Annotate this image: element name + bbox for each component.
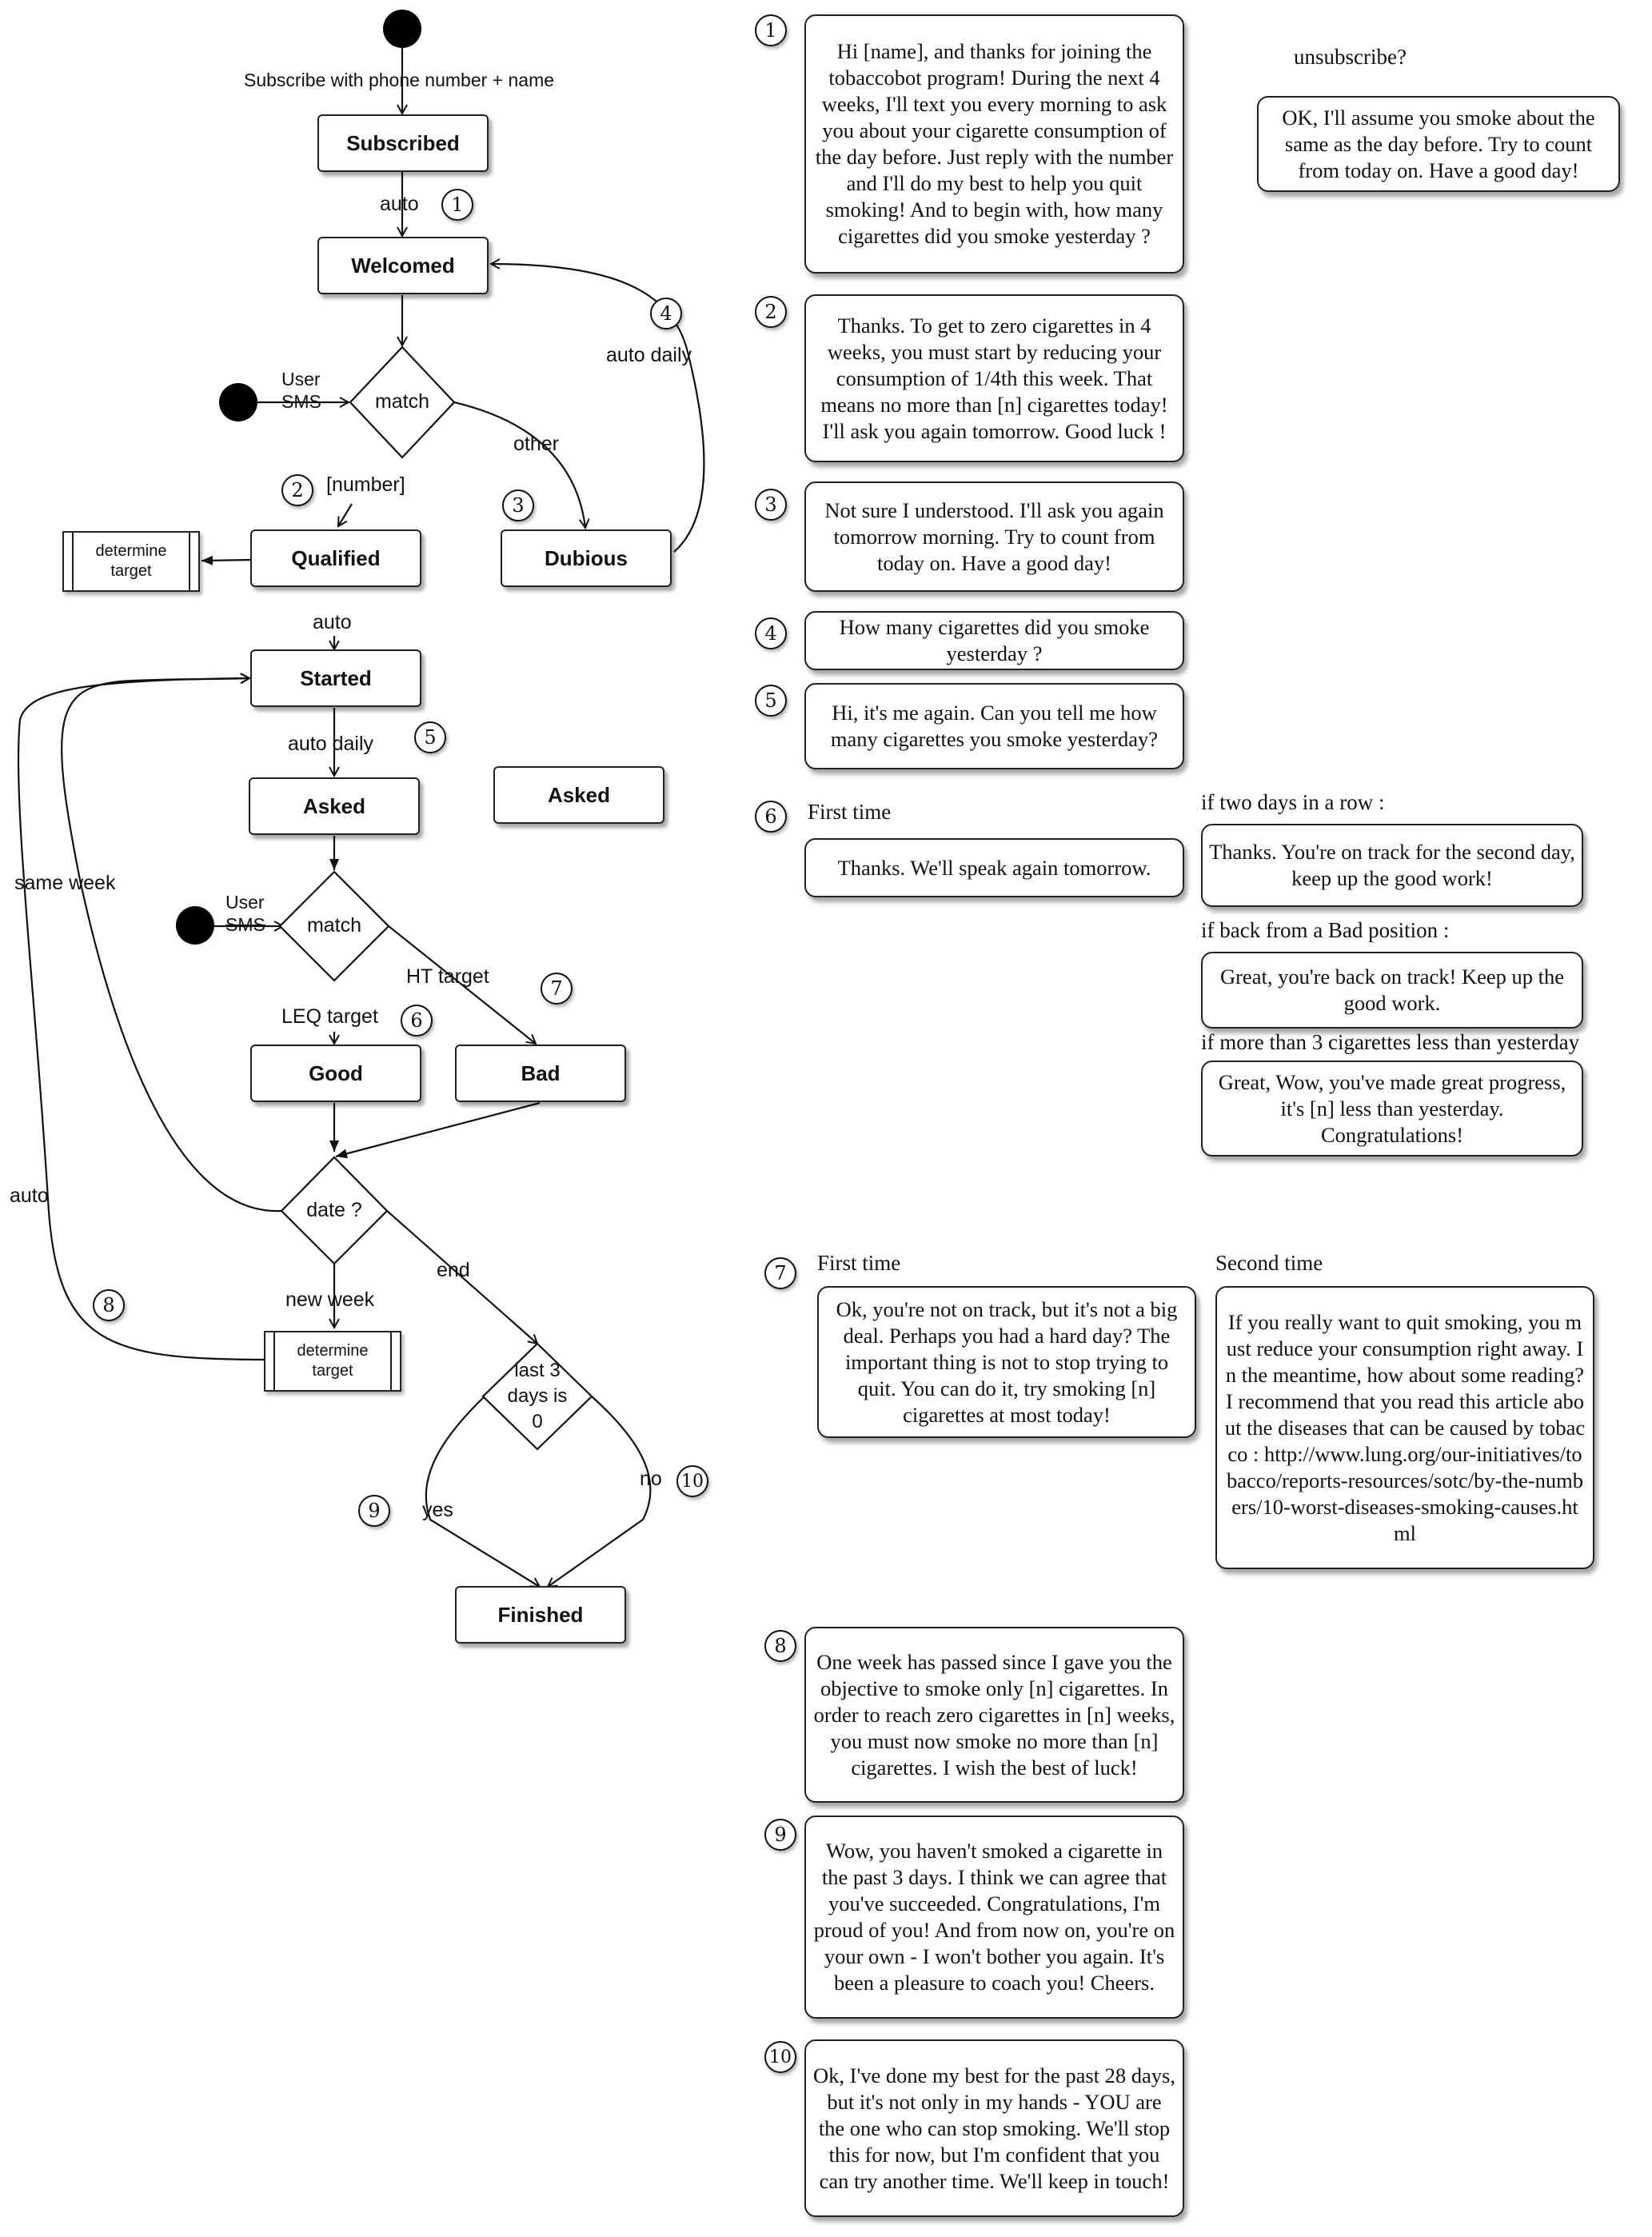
diagram-marker-5: 5 — [414, 721, 446, 753]
message-marker-10: 10 — [764, 2041, 796, 2073]
process-text: target — [110, 562, 152, 580]
diagram-marker-10: 10 — [676, 1465, 708, 1497]
decision-date-label: date ? — [306, 1199, 362, 1221]
message-marker-1: 1 — [755, 14, 787, 46]
message-marker-8: 8 — [764, 1630, 796, 1662]
decision-text: last 3 — [514, 1360, 561, 1381]
decision-match-1-label: match — [374, 390, 430, 413]
message-7-caption-second: Second time — [1215, 1251, 1323, 1275]
unsubscribe-caption: unsubscribe? — [1294, 45, 1407, 69]
edge-bad-date — [336, 1103, 540, 1156]
decision-last-3-label — [497, 1358, 577, 1435]
message-9: Wow, you haven't smoked a cigarette in the past 3 days. I think we can agree that you've succeeded. Congratulations, I'm proud of you! And from now on, you're on your own - I won't bother you again. It's been a pleasure to coach you! Cheers. — [804, 1816, 1184, 2019]
process-text: determine — [95, 542, 167, 560]
message-6-back: Great, you're back on track! Keep up the good work. — [1201, 952, 1583, 1029]
state-asked-alt: Asked — [493, 766, 664, 824]
label-number: [number] — [326, 473, 405, 496]
label-no: no — [640, 1468, 662, 1490]
decision-text: days is — [507, 1385, 568, 1407]
diagram-marker-6: 6 — [401, 1005, 433, 1037]
edge-date-started-same-week — [62, 678, 281, 1211]
diagram-marker-9: 9 — [358, 1495, 390, 1527]
message-6-more3: Great, Wow, you've made great progress, it's [n] less than yesterday. Congratulations! — [1201, 1061, 1583, 1156]
message-marker-6: 6 — [755, 801, 787, 833]
label-auto-2: auto — [313, 611, 352, 633]
state-qualified: Qualified — [250, 529, 421, 587]
label-auto-daily-4: auto daily — [606, 344, 692, 366]
state-bad: Bad — [455, 1045, 626, 1102]
label-user-2: User — [225, 892, 265, 913]
label-leq-target: LEQ target — [281, 1005, 378, 1028]
label-sms-2: SMS — [225, 914, 265, 935]
state-dubious: Dubious — [501, 529, 672, 587]
label-user-1: User — [281, 369, 321, 389]
message-3: Not sure I understood. I'll ask you again tomorrow morning. Try to count from today on. Have a good day! — [804, 481, 1184, 592]
label-sms-1: SMS — [281, 391, 321, 412]
state-started: Started — [250, 649, 421, 707]
state-subscribed: Subscribed — [317, 114, 489, 172]
label-ht-target: HT target — [406, 965, 489, 988]
label-new-week: new week — [285, 1288, 375, 1311]
user-sms-node-1 — [219, 383, 257, 421]
message-6-caption-more3: if more than 3 cigarettes less than yesterday — [1201, 1030, 1580, 1054]
message-2: Thanks. To get to zero cigarettes in 4 weeks, you must start by reducing your consumption of 1/4th this week. That means no more than [n] cigarettes today! I'll ask you again tomorrow. Good luck ! — [804, 294, 1184, 462]
message-marker-2: 2 — [755, 296, 787, 328]
message-6-caption-two-days: if two days in a row : — [1201, 790, 1385, 814]
label-auto-3: auto — [10, 1184, 49, 1207]
diagram-marker-7: 7 — [541, 973, 573, 1005]
decision-match-2-label: match — [306, 914, 362, 937]
diagram-marker-4: 4 — [650, 298, 682, 330]
diagram-marker-1: 1 — [441, 189, 473, 221]
message-7-second: If you really want to quit smoking, you must reduce your consumption right away. In the meantime, how about some reading? I recommend that you read this article about the diseases that can be caused by tobacco : http://www.lung.org/our-initiatives/tobacco/reports-resources/sotc/by-the-numbers/10-worst-diseases-smoking-causes.html — [1215, 1286, 1594, 1569]
state-welcomed: Welcomed — [317, 237, 489, 294]
diagram-marker-2: 2 — [281, 474, 313, 506]
message-5: Hi, it's me again. Can you tell me how many cigarettes you smoke yesterday? — [804, 683, 1184, 769]
process-text: target — [312, 1362, 353, 1380]
label-yes: yes — [422, 1499, 453, 1521]
message-4: How many cigarettes did you smoke yesterday ? — [804, 611, 1184, 670]
edge-determine2-started — [18, 678, 265, 1360]
message-7-first: Ok, you're not on track, but it's not a big deal. Perhaps you had a hard day? The important thing is not to stop trying to quit. You can do it, try smoking [n] cigarettes at most today! — [817, 1286, 1196, 1438]
subscribe-label: Subscribe with phone number + name — [244, 70, 555, 90]
message-6-two-days: Thanks. You're on track for the second day, keep up the good work! — [1201, 824, 1583, 907]
user-sms-node-2 — [176, 906, 214, 945]
message-6-caption: First time — [808, 800, 892, 824]
message-6: Thanks. We'll speak again tomorrow. — [804, 838, 1184, 897]
message-marker-5: 5 — [755, 685, 787, 717]
message-marker-9: 9 — [764, 1819, 796, 1851]
edge-qualified-determine — [202, 560, 250, 561]
message-10: Ok, I've done my best for the past 28 days, but it's not only in my hands - YOU are the one who can stop smoking. We'll stop this for now, but I'm confident that you can try another time. We'll keep in touch! — [804, 2039, 1184, 2217]
diagram-marker-3: 3 — [502, 489, 534, 521]
message-7-caption-first: First time — [817, 1251, 901, 1275]
state-finished: Finished — [455, 1586, 626, 1644]
diagram-marker-8: 8 — [93, 1289, 125, 1321]
decision-text: 0 — [532, 1411, 543, 1432]
message-marker-3: 3 — [755, 489, 787, 521]
state-asked: Asked — [249, 777, 420, 835]
label-same-week: same week — [14, 872, 116, 894]
initial-node — [383, 10, 421, 48]
label-end: end — [437, 1259, 470, 1281]
label-auto-daily-5: auto daily — [288, 733, 374, 755]
message-6-caption-back: if back from a Bad position : — [1201, 918, 1450, 942]
label-auto-1: auto — [380, 193, 419, 215]
message-marker-4: 4 — [755, 617, 787, 649]
message-8: One week has passed since I gave you the objective to smoke only [n] cigarettes. In order to reach zero cigarettes in [n] weeks, you must now smoke no more than [n] cigarettes. I wish the best of luck! — [804, 1627, 1184, 1803]
state-good: Good — [250, 1045, 421, 1102]
process-determine-target-2 — [264, 1331, 401, 1392]
process-determine-target-1 — [62, 531, 200, 592]
message-1: Hi [name], and thanks for joining the tobaccobot program! During the next 4 weeks, I'll text you every morning to ask you about your cigarette consumption of the day before. Just reply with the number and I'll do my best to help you quit smoking! And to begin with, how many cigarettes did you smoke yesterday ? — [804, 14, 1184, 274]
message-marker-7: 7 — [764, 1257, 796, 1289]
message-unsubscribe: OK, I'll assume you smoke about the same as the day before. Try to count from today on. Have a good day! — [1257, 96, 1620, 192]
process-text: determine — [297, 1342, 369, 1360]
edge-match-qualified — [338, 504, 352, 526]
label-other: other — [513, 433, 559, 455]
